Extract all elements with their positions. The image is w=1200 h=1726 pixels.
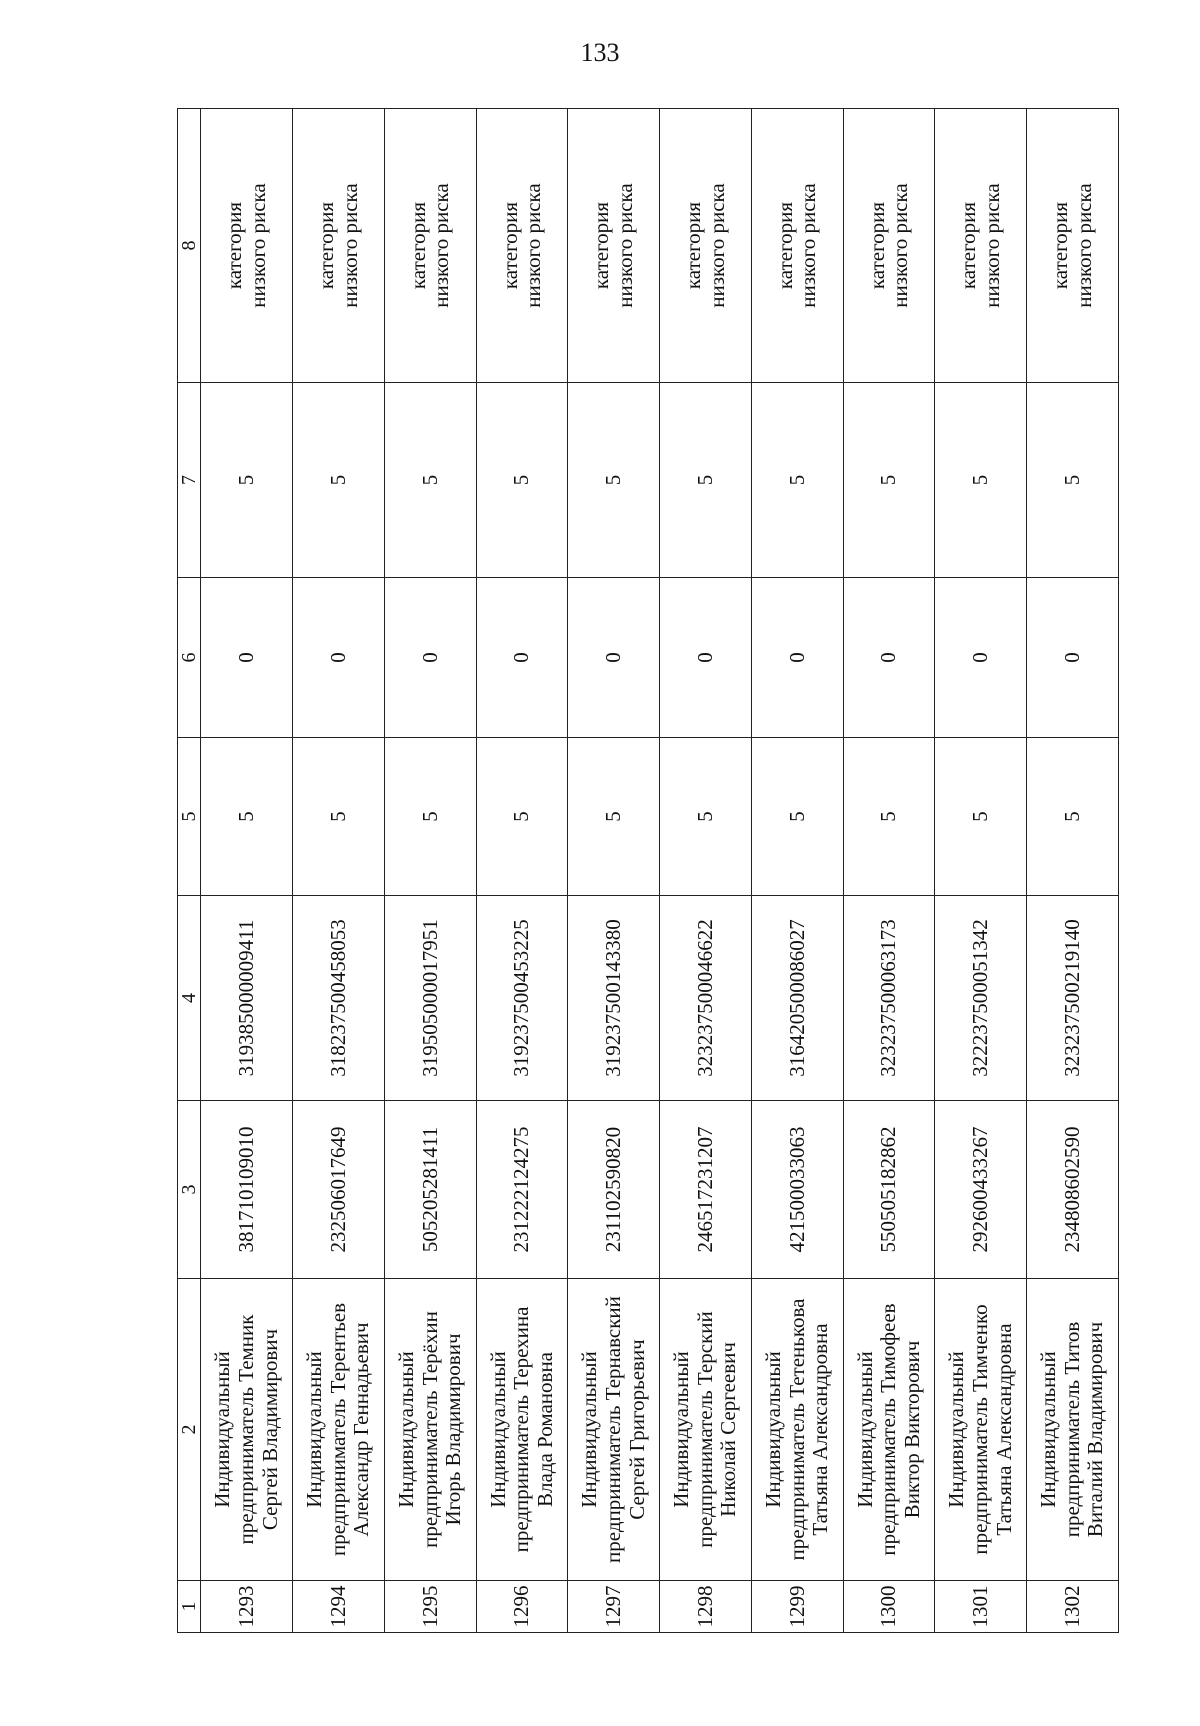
column-6-cell: 0 <box>201 578 293 738</box>
risk-line: низкого риска <box>521 183 546 308</box>
column-6-cell: 0 <box>293 578 385 738</box>
ogrnip-cell: 323237500063173 <box>843 896 935 1101</box>
name-line: Индивидуальный <box>760 1351 785 1508</box>
column-6-cell: 0 <box>751 578 843 738</box>
risk-category-cell <box>384 109 476 383</box>
name-line: Индивидуальный <box>485 1351 510 1508</box>
column-5-cell: 5 <box>201 738 293 896</box>
name-line: предприниматель Терский <box>692 1311 717 1548</box>
name-line: предприниматель Тимченко <box>968 1304 992 1555</box>
ogrnip-cell: 319505000017951 <box>384 896 476 1101</box>
table-body <box>201 109 1119 1633</box>
entrepreneur-name <box>384 1279 476 1581</box>
ogrnip-cell: 323237500219140 <box>1027 896 1119 1101</box>
entrepreneur-name <box>935 1279 1027 1581</box>
inn-cell: 232506017649 <box>293 1101 385 1279</box>
column-5-cell: 5 <box>751 738 843 896</box>
risk-line: низкого риска <box>337 183 362 308</box>
risk-line: категория <box>589 201 614 290</box>
column-7-cell: 5 <box>843 383 935 578</box>
name-line: предприниматель Терентьев <box>325 1302 350 1557</box>
risk-line: категория <box>405 201 430 290</box>
column-5-cell: 5 <box>568 738 660 896</box>
table-row <box>751 109 843 1633</box>
inn-cell: 246517231207 <box>660 1101 752 1279</box>
column-7-cell: 5 <box>476 383 568 578</box>
page-number: 133 <box>580 38 620 67</box>
row-number: 1301 <box>935 1581 1027 1633</box>
ogrnip-cell: 319385000009411 <box>201 896 293 1101</box>
table-row <box>1027 109 1119 1633</box>
name-line: предприниматель Темник <box>234 1314 258 1545</box>
column-header-7: 7 <box>178 383 201 578</box>
column-6-cell: 0 <box>660 578 752 738</box>
risk-line: категория <box>222 201 247 290</box>
entrepreneur-name <box>293 1279 385 1581</box>
entrepreneur-name <box>476 1279 568 1581</box>
risk-category-cell <box>293 109 385 383</box>
column-5-cell: 5 <box>384 738 476 896</box>
inn-cell: 292600433267 <box>935 1101 1027 1279</box>
row-number: 1299 <box>751 1581 843 1633</box>
column-5-cell: 5 <box>843 738 935 896</box>
ogrnip-cell: 319237500453225 <box>476 896 568 1101</box>
inn-cell: 234808602590 <box>1027 1101 1119 1279</box>
column-header-3: 3 <box>178 1101 201 1279</box>
ogrnip-cell: 322237500051342 <box>935 896 1027 1101</box>
registry-table <box>177 108 1119 1633</box>
column-7-cell: 5 <box>935 383 1027 578</box>
column-7-cell: 5 <box>384 383 476 578</box>
column-header-1: 1 <box>178 1581 201 1633</box>
risk-line: низкого риска <box>796 183 821 308</box>
header-row <box>178 109 201 1633</box>
risk-category-cell <box>660 109 752 383</box>
table-row <box>384 109 476 1633</box>
column-header-8: 8 <box>178 109 201 383</box>
table-row <box>476 109 568 1633</box>
name-line: Индивидуальный <box>393 1351 418 1508</box>
column-7-cell: 5 <box>1027 383 1119 578</box>
entrepreneur-name <box>751 1279 843 1581</box>
risk-line: низкого риска <box>612 183 637 308</box>
risk-line: категория <box>681 201 705 290</box>
entrepreneur-name <box>568 1279 660 1581</box>
row-number: 1295 <box>384 1581 476 1633</box>
column-6-cell: 0 <box>843 578 935 738</box>
row-number: 1300 <box>843 1581 935 1633</box>
name-line: предприниматель Терехина <box>509 1306 534 1553</box>
row-number: 1296 <box>476 1581 568 1633</box>
name-line: Игорь Владимирович <box>441 1333 466 1526</box>
ogrnip-cell: 318237500458053 <box>293 896 385 1101</box>
name-line: Александр Геннадьевич <box>349 1322 374 1537</box>
risk-category-cell <box>568 109 660 383</box>
risk-category-cell <box>935 109 1027 383</box>
column-header-6: 6 <box>178 578 201 738</box>
column-7-cell: 5 <box>660 383 752 578</box>
row-number: 1297 <box>568 1581 660 1633</box>
entrepreneur-name <box>1027 1279 1119 1581</box>
column-5-cell: 5 <box>660 738 752 896</box>
risk-line: категория <box>497 201 522 290</box>
inn-cell: 231102590820 <box>568 1101 660 1279</box>
risk-line: низкого риска <box>429 183 454 308</box>
ogrnip-cell: 316420500086027 <box>751 896 843 1101</box>
row-number: 1293 <box>201 1581 293 1633</box>
entrepreneur-name <box>843 1279 935 1581</box>
name-line: Индивидуальный <box>669 1351 694 1508</box>
risk-category-cell <box>201 109 293 383</box>
column-6-cell: 0 <box>935 578 1027 738</box>
column-7-cell: 5 <box>751 383 843 578</box>
ogrnip-cell: 323237500046622 <box>660 896 752 1101</box>
table-row <box>843 109 935 1633</box>
inn-cell: 231222124275 <box>476 1101 568 1279</box>
name-line: Индивидуальный <box>944 1351 969 1508</box>
table-row <box>568 109 660 1633</box>
name-line: Сергей Григорьевич <box>624 1339 649 1520</box>
name-line: Индивидуальный <box>577 1351 602 1508</box>
table-row <box>660 109 752 1633</box>
column-header-2: 2 <box>178 1279 201 1581</box>
name-line: Николай Сергеевич <box>716 1342 741 1517</box>
entrepreneur-name <box>660 1279 752 1581</box>
entrepreneur-name <box>201 1279 293 1581</box>
risk-line: категория <box>956 201 981 290</box>
name-line: предприниматель Тимофеев <box>876 1303 901 1556</box>
row-number: 1294 <box>293 1581 385 1633</box>
name-line: Индивидуальный <box>852 1351 877 1508</box>
column-7-cell: 5 <box>201 383 293 578</box>
risk-line: категория <box>314 201 338 290</box>
table-row <box>201 109 293 1633</box>
ogrnip-cell: 319237500143380 <box>568 896 660 1101</box>
inn-cell: 381710109010 <box>201 1101 293 1279</box>
column-6-cell: 0 <box>1027 578 1119 738</box>
column-5-cell: 5 <box>293 738 385 896</box>
risk-line: категория <box>1048 201 1073 290</box>
column-7-cell: 5 <box>568 383 660 578</box>
name-line: предприниматель Тернавский <box>601 1296 625 1563</box>
name-line: предприниматель Титов <box>1059 1321 1084 1538</box>
table-row <box>293 109 385 1633</box>
column-5-cell: 5 <box>1027 738 1119 896</box>
column-header-4: 4 <box>178 896 201 1101</box>
column-6-cell: 0 <box>568 578 660 738</box>
name-line: Виталий Владимирович <box>1083 1321 1108 1538</box>
name-line: Индивидуальный <box>210 1351 235 1508</box>
name-line: Индивидуальный <box>302 1351 327 1508</box>
risk-line: низкого риска <box>888 183 913 308</box>
name-line: Татьяна Александровна <box>808 1323 833 1536</box>
name-line: Татьяна Александровна <box>991 1323 1016 1536</box>
column-6-cell: 0 <box>384 578 476 738</box>
name-line: предприниматель Тетенькова <box>784 1298 809 1561</box>
inn-cell: 550505182862 <box>843 1101 935 1279</box>
risk-category-cell <box>751 109 843 383</box>
table-header <box>178 109 201 1633</box>
name-line: предприниматель Терёхин <box>417 1311 442 1548</box>
risk-category-cell <box>1027 109 1119 383</box>
risk-line: низкого риска <box>245 183 270 308</box>
name-line: Влада Романовна <box>532 1352 557 1507</box>
registry-table-container <box>177 109 1119 1633</box>
risk-category-cell <box>476 109 568 383</box>
name-line: Индивидуальный <box>1036 1351 1061 1508</box>
column-6-cell: 0 <box>476 578 568 738</box>
row-number: 1298 <box>660 1581 752 1633</box>
column-header-5: 5 <box>178 738 201 896</box>
column-7-cell: 5 <box>293 383 385 578</box>
risk-line: низкого риска <box>1071 183 1096 308</box>
column-5-cell: 5 <box>476 738 568 896</box>
risk-line: низкого риска <box>704 183 729 308</box>
name-line: Сергей Владимирович <box>257 1328 282 1531</box>
inn-cell: 505205281411 <box>384 1101 476 1279</box>
risk-line: низкого риска <box>979 183 1004 308</box>
inn-cell: 421500033063 <box>751 1101 843 1279</box>
table-row <box>935 109 1027 1633</box>
column-5-cell: 5 <box>935 738 1027 896</box>
risk-line: категория <box>864 201 889 290</box>
risk-line: категория <box>772 201 797 290</box>
row-number: 1302 <box>1027 1581 1119 1633</box>
name-line: Виктор Викторович <box>899 1340 924 1519</box>
risk-category-cell <box>843 109 935 383</box>
